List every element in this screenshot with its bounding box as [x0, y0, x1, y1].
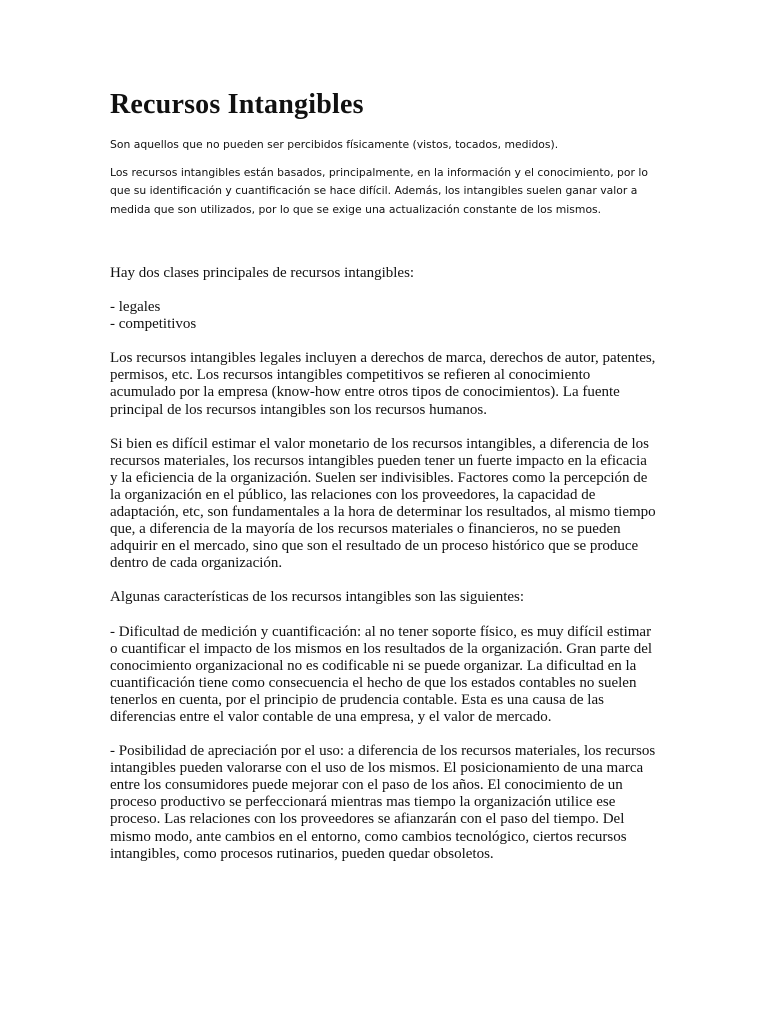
list-item: - competitivos: [110, 316, 197, 333]
legal-paragraph: Los recursos intangibles legales incluyen a derechos de marca, derechos de autor, patentes, permisos, etc. Los recursos intangibles competitivos se refieren al conocimiento acumulado por la empresa (know-how entre otros tipos de conocimientos). La fuente principal de los recursos intangibles son los recursos humanos.: [110, 350, 656, 418]
classes-heading: Hay dos clases principales de recursos intangibles:: [110, 265, 415, 281]
page-title: Recursos Intangibles: [110, 89, 364, 120]
feature-appreciation-paragraph: - Posibilidad de apreciación por el uso: a diferencia de los recursos materiales, los recursos intangibles pueden valorarse con el uso de los mismos. El posicionamiento de una marca entre los consumidores puede mejorar con el paso de los años. El conocimiento de un proceso productivo se perfeccionará mientras mas tiempo la organización utilice ese proceso. Las relaciones con los proveedores se afianzarán con el paso del tiempo. Del mismo modo, ante cambios en el entorno, como cambios tecnológico, ciertos recursos intangibles, como procesos rutinarios, pueden quedar obsoletos.: [110, 743, 656, 862]
lead-paragraph: Son aquellos que no pueden ser percibidos físicamente (vistos, tocados, medidos).: [110, 138, 559, 151]
intro-paragraph: Los recursos intangibles están basados, principalmente, en la información y el conocimiento, por lo que su identificación y cuantificación se hace difícil. Además, los intangibles suelen ganar valor a medida que son utilizados, por lo que se exige una actualización constante de los mismos.: [110, 165, 648, 216]
document-page: [110, 88, 658, 880]
value-paragraph: Si bien es difícil estimar el valor monetario de los recursos intangibles, a diferencia de los recursos materiales, los recursos intangibles pueden tener un fuerte impacto en la eficacia y la eficiencia de la organización. Suelen ser indivisibles. Factores como la percepción de la organización en el público, las relaciones con los proveedores, la capacidad de adaptación, etc, son fundamentales a la hora de determinar los resultados, al mismo tiempo que, a diferencia de la mayoría de los recursos materiales o financieros, no se pueden adquirir en el mercado, sino que son el resultado de un proceso histórico que se produce dentro de cada organización.: [110, 435, 656, 572]
features-heading: Algunas características de los recursos intangibles son las siguientes:: [110, 589, 525, 606]
classes-list: [110, 299, 658, 333]
feature-measurement-paragraph: - Dificultad de medición y cuantificación: al no tener soporte físico, es muy difícil estimar o cuantificar el impacto de los mismos en los resultados de la organización. Gran parte del conocimiento organizacional no es codificable ni se puede organizar. La dificultad en la cuantificación tiene como consecuencia el hecho de que los estados contables no suelen tenerlos en cuenta, por el principio de prudencia contable. Esta es una causa de las diferencias entre el valor contable de una empresa, y el valor de mercado.: [110, 623, 653, 725]
list-item: - legales: [110, 299, 161, 316]
